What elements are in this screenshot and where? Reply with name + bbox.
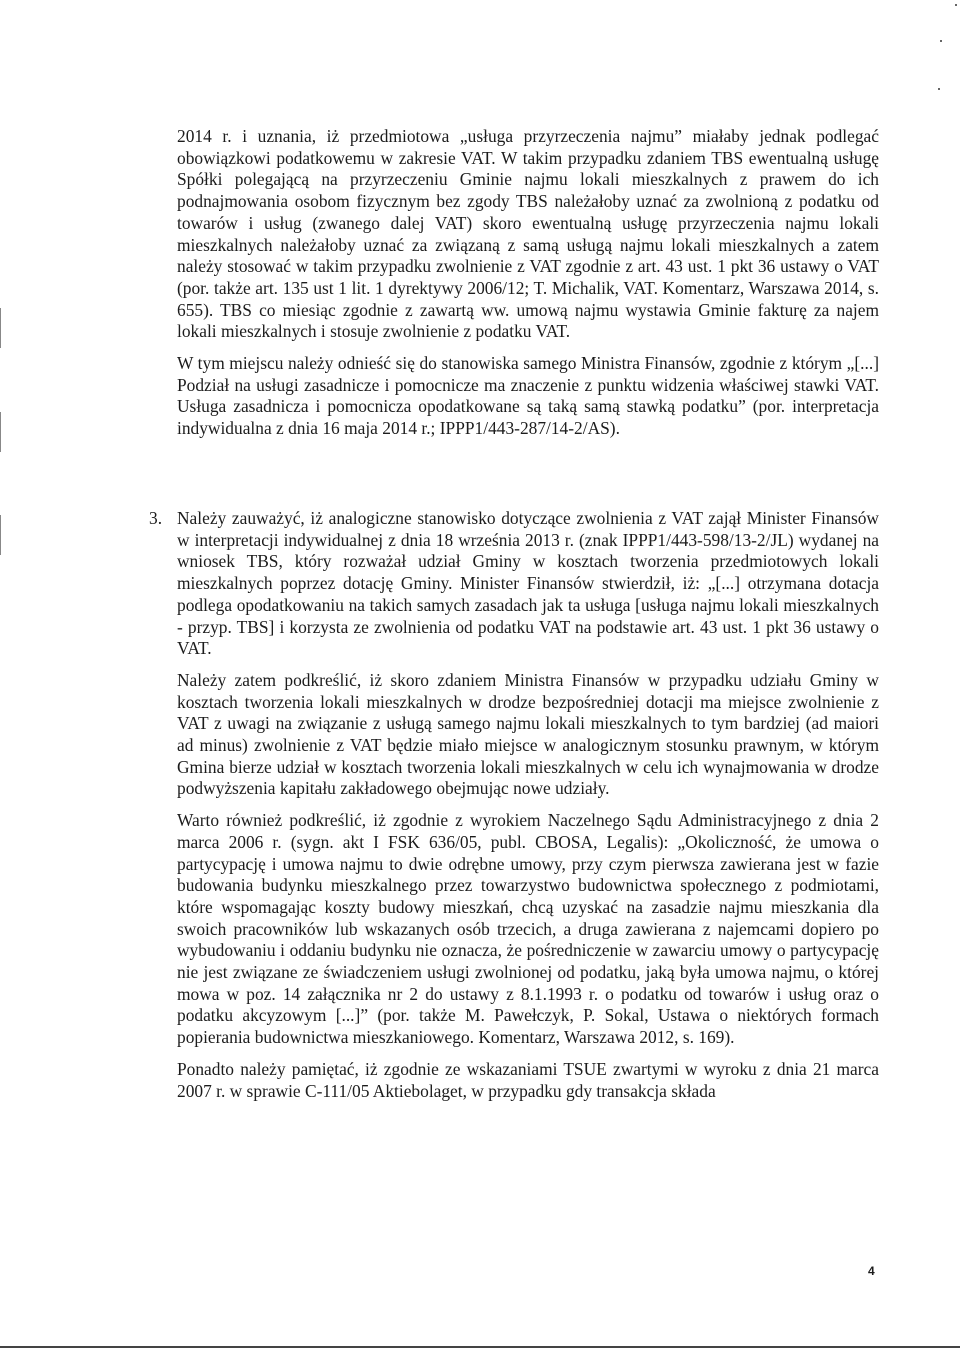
paragraph-minister-position: W tym miejscu należy odnieść się do stanowiska samego Ministra Finansów, zgodnie z którym „[...] Podział na usługi zasadnicze i pomocnicze ma znaczenie z punktu widzenia właściwej stawki VAT. Usługa zasadnicza i pomocnicza opodatkowane są taką samą stawką podatku” (por. interpretacja indywidualna z dnia 16 maja 2014 r.; IPPP1/443-287/14-2/AS).: [177, 353, 879, 439]
scan-margin-tick: [0, 412, 1, 452]
scan-speck: [940, 40, 942, 42]
opening-text: [177, 126, 879, 440]
paragraph-analogous-position: Należy zauważyć, iż analogiczne stanowisko dotyczące zwolnienia z VAT zajął Minister Finansów w interpretacji indywidualnej z dnia 18 września 2013 r. (znak IPPP1/443-598/13-2/JL) wydanej na wniosek TBS, który rozważał udział Gminy w kosztach tworzenia przedmiotowych lokali mieszkalnych poprzez dotację Gminy. Minister Finansów stwierdził, iż: „[...] otrzymana dotacja podlega opodatkowaniu na takich samych zasadach jak ta usługa [usługa najmu lokali mieszkalnych - przyp. TBS] i korzysta ze zwolnienia od podatku VAT na podstawie art. 43 ust. 1 pkt 36 ustawy o VAT.: [177, 508, 879, 659]
paragraph-court-ruling: Warto również podkreślić, iż zgodnie z wyrokiem Naczelnego Sądu Administracyjnego z dnia 2 marca 2006 r. (sygn. akt I FSK 636/05, publ. CBOSA, Legalis): „Okoliczność, że umowa o partycypację i umowa najmu to dwie odrębne umowy, przy czym pierwsza zawierana jest w fazie budowania budynku mieszkalnego przez towarzystwo budownictwa społecznego z podmiotami, które wspomagając koszty budowy mieszkań, chcą uzyskać na zasadzie najmu mieszkania dla swoich pracowników lub wskazanych osób trzecich, a druga zawierana z najemcami dopiero po wybudowaniu i oddaniu budynku nie oznacza, że pośredniczenie w zawarciu umowy o partycypację nie jest związane ze świadczeniem usługi zwolnionej od podatku, jaką była umowa najmu, o której mowa w poz. 14 załącznika nr 2 do ustawy z 8.1.1993 r. o podatku od towarów i usług oraz o podatku akcyzowym [...]” (por. także M. Pawełczyk, P. Sokal, Ustawa o niektórych formach popierania budownictwa mieszkaniowego. Komentarz, Warszawa 2012, s. 169).: [177, 810, 879, 1048]
scan-margin-tick: [0, 308, 1, 348]
page-number: 4: [868, 1264, 875, 1278]
scan-margin-tick: [0, 515, 1, 555]
scan-speck: [938, 88, 940, 90]
scan-edge-line: [0, 1346, 960, 1348]
item-number: 3.: [149, 508, 163, 528]
paragraph-tsue: Ponadto należy pamiętać, iż zgodnie ze wskazaniami TSUE zwartymi w wyroku z dnia 21 marca 2007 r. w sprawie C-111/05 Aktiebolaget, w przypadku gdy transakcja składa: [177, 1058, 879, 1101]
scan-speck: [955, 4, 957, 6]
paragraph-emphasis: Należy zatem podkreślić, iż skoro zdaniem Ministra Finansów w przypadku udziału Gminy w kosztach tworzenia lokali mieszkalnych w drodze bezpośredniej dotacji ma miejsce zwolnienie z VAT z uwagi na związanie z usługą samego najmu lokali mieszkalnych to tym bardziej (ad maiori ad minus) zwolnienie z VAT będzie miało miejsce w analogicznym stosunku prawnym, w którym Gmina bierze udział w kosztach tworzenia lokali mieszkalnych w celu ich wynajmowania w drodze podwyższenia kapitału zakładowego obejmując nowe udziały.: [177, 669, 879, 799]
paragraph-continuation: 2014 r. i uznania, iż przedmiotowa „usługa przyrzeczenia najmu” miałaby jednak podlegać obowiązkowi podatkowemu w zakresie VAT. W takim przypadku zdaniem TBS ewentualną usługę Spółki polegającą na przyrzeczeniu Gminie najmu lokali mieszkalnych z prawem do ich podnajmowania osobom fizycznym bez zgody TBS należałoby uznać za zwolnioną z podatku od towarów i usług (zwanego dalej VAT) skoro ewentualną usługę przyrzeczenia najmu lokali mieszkalnych należałoby uznać za związaną z samą usługą najmu lokali mieszkalnych a zatem należy stosować w takim przypadku zwolnienie z VAT zgodnie z art. 43 ust. 1 pkt 36 ustawy o VAT (por. także art. 135 ust 1 lit. 1 dyrektywy 2006/12; T. Michalik, VAT. Komentarz, Warszawa 2014, s. 655). TBS co miesiąc zgodnie z zawartą ww. umową najmu wystawia Gminie fakturę za najem lokali mieszkalnych i stosuje zwolnienie z podatku VAT.: [177, 126, 879, 342]
numbered-item-3: [149, 508, 879, 1102]
